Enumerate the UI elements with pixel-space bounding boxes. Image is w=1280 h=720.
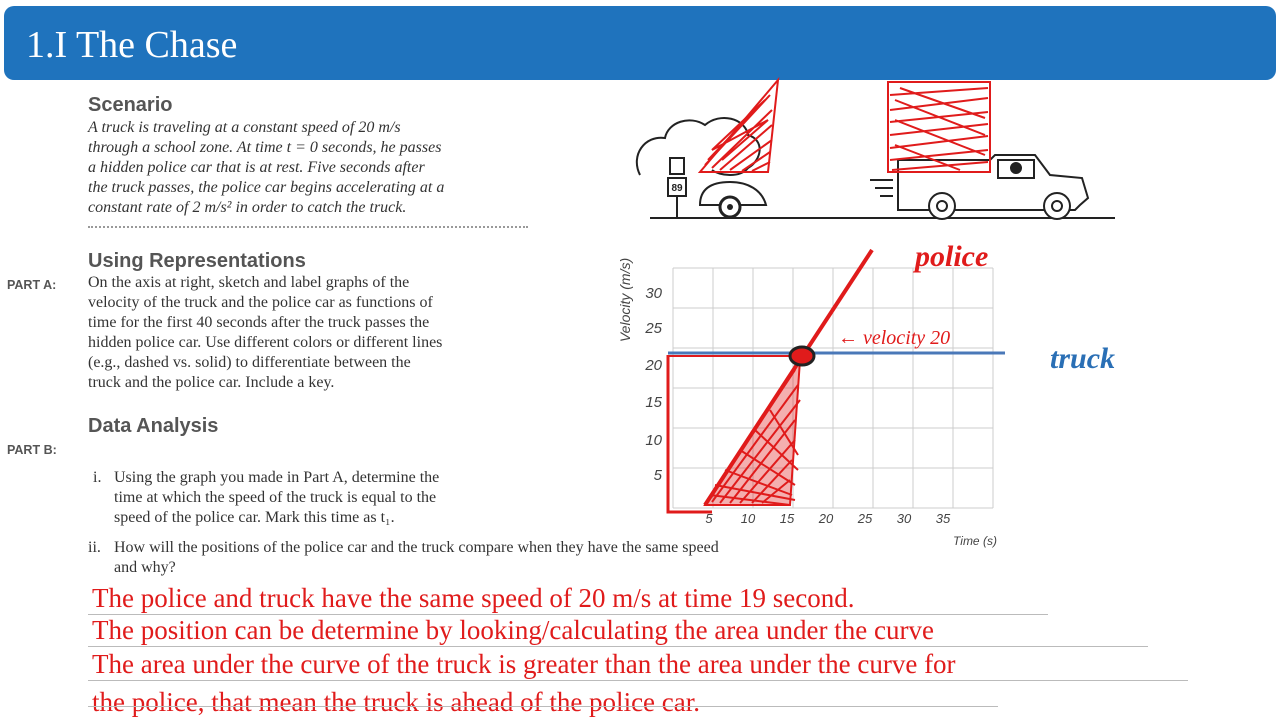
scenario-line: through a school zone. At time t = 0 seconds, he passes: [88, 139, 442, 156]
police-frame-line: [668, 355, 712, 512]
velocity-graph: [617, 250, 1005, 548]
part-a-line: velocity of the truck and the police car as functions of: [88, 294, 433, 311]
part-a-line: time for the first 40 seconds after the truck passes the: [88, 314, 430, 331]
red-scribble-left: [700, 80, 778, 172]
q2-line: How will the positions of the police car and the truck compare when they have the same speed: [114, 539, 719, 556]
answer-line-1: The police and truck have the same speed of 20 m/s at time 19 second.: [92, 583, 855, 613]
q2-line: and why?: [114, 559, 176, 576]
y-tick-label: 10: [645, 432, 662, 449]
part-b-label: PART B:: [7, 443, 57, 457]
x-tick-labels: [705, 511, 951, 526]
scenario-line: A truck is traveling at a constant speed of 20 m/s: [88, 119, 401, 136]
part-a-line: truck and the police car. Include a key.: [88, 374, 335, 391]
x-tick-label: 5: [705, 511, 713, 526]
speed-sign-icon: [668, 158, 686, 218]
y-tick-labels: [644, 285, 662, 484]
q2-number: ii.: [88, 539, 101, 556]
scenario-line: a hidden police car that is at rest. Five seconds after: [88, 159, 425, 176]
velocity-annotation: ← velocity 20: [838, 327, 951, 349]
red-scribble-right: [888, 82, 990, 172]
x-tick-label: 20: [818, 511, 834, 526]
truck-icon: [870, 155, 1088, 219]
x-tick-label: 35: [935, 511, 951, 526]
q1-line: Using the graph you made in Part A, determine the: [114, 469, 440, 486]
analysis-heading: Data Analysis: [88, 415, 219, 437]
truck-label: truck: [1050, 342, 1116, 375]
part-a-label: PART A:: [7, 278, 57, 292]
scenario-heading: Scenario: [88, 94, 173, 116]
scenario-line: constant rate of 2 m/s² in order to catch the truck.: [88, 199, 407, 216]
y-axis-label: Velocity (m/s): [617, 257, 633, 343]
q1-line: speed of the police car. Mark this time as t₁.: [114, 509, 395, 526]
x-axis-label: Time (s): [953, 534, 997, 548]
y-tick-label: 25: [645, 320, 662, 337]
q1-line: time at which the speed of the truck is equal to the: [114, 489, 437, 506]
answer-rule: [88, 646, 1148, 647]
y-tick-label: 5: [653, 467, 662, 484]
police-car-icon: [700, 182, 766, 217]
slide-title: 1.I The Chase: [26, 24, 238, 66]
x-tick-label: 30: [896, 511, 912, 526]
y-tick-label: 20: [645, 357, 662, 374]
representations-heading: Using Representations: [88, 250, 306, 272]
answer-line-2: The position can be determine by looking/calculating the area under the curve: [92, 615, 934, 645]
graph-grid: [673, 268, 993, 508]
y-tick-label: 15: [645, 394, 662, 411]
q1-number: i.: [93, 469, 102, 486]
sign-text: 89: [671, 183, 683, 194]
x-tick-label: 25: [857, 511, 873, 526]
answer-line-4: the police, that mean the truck is ahead of the police car.: [92, 687, 701, 717]
answer-rule: [88, 706, 998, 707]
scenario-line: the truck passes, the police car begins accelerating at a: [88, 179, 445, 196]
answer-line-3: The area under the curve of the truck is greater than the area under the curve for: [92, 649, 956, 679]
police-label: police: [915, 240, 989, 273]
intersection-marker: [790, 347, 814, 365]
x-tick-label: 15: [779, 511, 795, 526]
part-a-line: On the axis at right, sketch and label graphs of the: [88, 274, 410, 291]
y-tick-label: 30: [645, 285, 662, 302]
part-a-line: hidden police car. Use different colors or different lines: [88, 334, 443, 351]
answer-rule: [88, 680, 1188, 681]
x-tick-label: 10: [740, 511, 756, 526]
part-a-line: (e.g., dashed vs. solid) to differentiate between the: [88, 354, 411, 371]
